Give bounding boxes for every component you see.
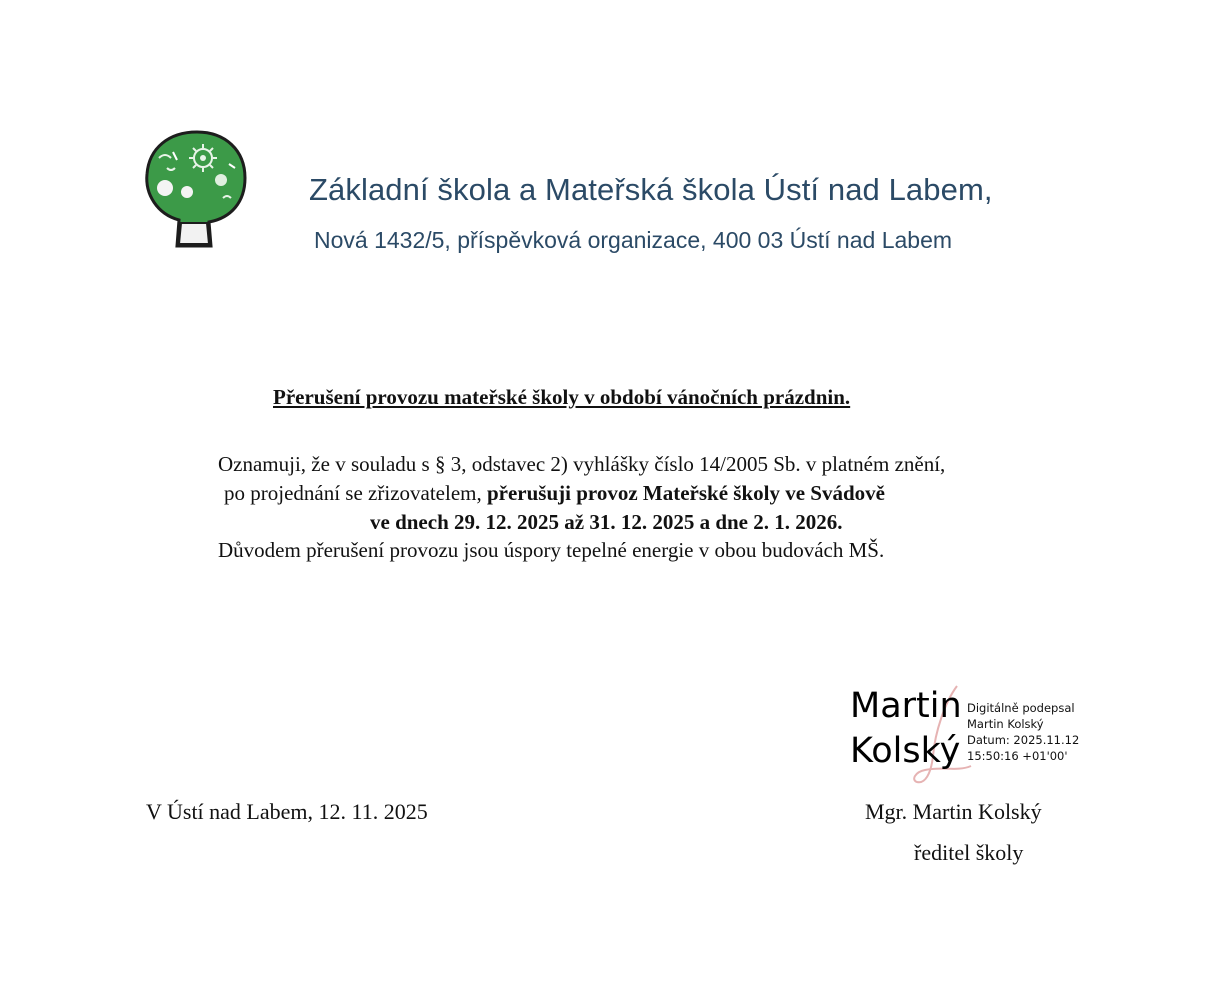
- signature-detail-date: Datum: 2025.11.12: [967, 733, 1080, 747]
- digital-signature-details: [967, 700, 1079, 764]
- notice-line-2-bold: přerušuji provoz Mateřské školy ve Svádově: [486, 481, 885, 505]
- notice-line-1: Oznamuji, že v souladu s § 3, odstavec 2) vyhlášky číslo 14/2005 Sb. v platném znění,: [218, 452, 946, 476]
- digital-signature-name: [850, 684, 962, 774]
- signature-last-name: Kolský: [850, 731, 961, 771]
- notice-dates: ve dnech 29. 12. 2025 až 31. 12. 2025 a dne 2. 1. 2026.: [370, 510, 843, 534]
- school-name: Základní škola a Mateřská škola Ústí nad Labem,: [309, 172, 993, 207]
- signature-detail-label: Digitálně podepsal: [967, 701, 1075, 715]
- school-logo-icon: [143, 128, 249, 248]
- notice-headline: Přerušení provozu mateřské školy v období vánočních prázdnin.: [273, 385, 851, 409]
- signature-detail-time: 15:50:16 +01'00': [967, 749, 1068, 763]
- signature-detail-name: Martin Kolský: [967, 717, 1044, 731]
- signer-name: Mgr. Martin Kolský: [865, 799, 1042, 824]
- signer-role: ředitel školy: [914, 840, 1024, 865]
- school-address: Nová 1432/5, příspěvková organizace, 400 03 Ústí nad Labem: [314, 227, 953, 253]
- notice-reason: Důvodem přerušení provozu jsou úspory tepelné energie v obou budovách MŠ.: [218, 538, 885, 562]
- notice-line-2: [224, 481, 885, 506]
- notice-line-2-normal: po projednání se zřizovatelem,: [224, 481, 482, 505]
- signature-first-name: Martin: [850, 686, 962, 726]
- place-and-date: V Ústí nad Labem, 12. 11. 2025: [146, 799, 428, 824]
